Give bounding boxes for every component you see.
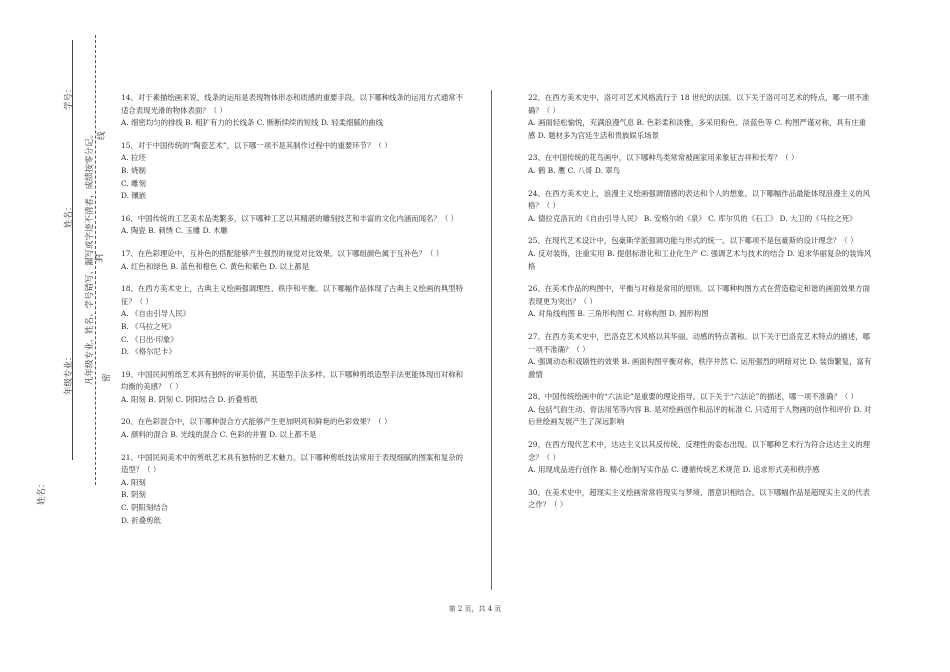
question-options: A. 反对装饰，注重实用 B. 提倡标准化和工业化生产 C. 强调艺术与技术的结合 D. 追求华丽复杂的装饰风格 — [528, 248, 872, 271]
option-c: C. 雕刻 — [121, 178, 146, 188]
question-17 — [121, 248, 466, 273]
question-stem: 14、对于素描绘画来说，线条的运用是表现物体形态和质感的重要手段。以下哪种线条的运用方式通常不适合表现光滑的物体表面？（ ） — [121, 93, 463, 115]
question-stem: 18、在西方美术史上，古典主义绘画强调理性、秩序和平衡。以下哪幅作品体现了古典主义绘画的典型特征？（ ） — [121, 284, 463, 306]
question-stem: 16、中国传统的工艺美术品类繁多，以下哪种工艺以其精湛的雕刻技艺和丰富的文化内涵而闻名？（ ） — [121, 213, 458, 223]
option-c: C. 《日出·印象》 — [121, 334, 178, 344]
question-24 — [528, 188, 873, 226]
question-stem: 30、在美术史中，超现实主义绘画常常将现实与梦境、潜意识相结合。以下哪幅作品是超现实主义的代表之作？（ ） — [528, 487, 870, 510]
question-stem: 29、在西方现代艺术中，达达主义以其反传统、反理性的姿态出现。以下哪种艺术行为符合达达主义的理念？（ ） — [528, 440, 870, 462]
question-stem: 24、在西方美术史上，浪漫主义绘画强调情感的表达和个人的想象。以下哪幅作品最能体现浪漫主义的风格？（ ） — [528, 188, 870, 211]
question-stem: 20、在色彩混合中，以下哪种混合方式能够产生更加明亮和鲜艳的色彩效果？（ ） — [121, 417, 392, 427]
question-options: A. 画面轻松愉悦，充满浪漫气息 B. 色彩柔和淡雅，多采用粉色、淡蓝色等 C. 构图严谨对称，具有庄重感 D. 题材多为宫廷生活和贵族娱乐场景 — [528, 118, 866, 140]
option-b: B. 《马拉之死》 — [121, 321, 176, 331]
question-stem: 19、中国民间剪纸艺术具有独特的审美价值，其造型手法多样。以下哪种剪纸造型手法更能体现出对称和均衡的美感？（ ） — [121, 369, 463, 392]
question-27 — [528, 331, 873, 381]
option-b: B. 阴刻 — [121, 490, 146, 500]
question-23 — [528, 152, 873, 177]
question-options: A. 红色和绿色 B. 蓝色和橙色 C. 黄色和紫色 D. 以上都是 — [121, 261, 310, 271]
question-stem: 26、在美术作品的构图中，平衡与对称是常用的原则。以下哪种构图方式在营造稳定和谐的画面效果方面表现更为突出？（ ） — [528, 284, 870, 306]
question-stem: 27、在西方美术史中，巴洛克艺术风格以其华丽、动感的特点著称。以下关于巴洛克艺术特点的描述，哪一项不准确？（ ） — [528, 331, 870, 354]
student-name-label: 姓名： — [64, 202, 74, 228]
question-options: A. 包括气韵生动、骨法用笔等内容 B. 是对绘画创作和品评的标准 C. 只适用于人物画的创作和评价 D. 对后世绘画发展产生了深远影响 — [528, 404, 872, 427]
question-21 — [121, 452, 466, 528]
question-16 — [121, 213, 466, 238]
option-a: A. 阳刻 — [121, 477, 146, 487]
option-d: D. 折叠剪纸 — [121, 515, 161, 525]
question-stem: 21、中国民间美术中的剪纸艺术具有独特的艺术魅力。以下哪种剪纸技法常用于表现细腻的图案和复杂的造型？（ ） — [121, 452, 463, 475]
question-stem: 22、在西方美术史中，洛可可艺术风格流行于 18 世纪的法国。以下关于洛可可艺术的特点，哪一项不准确？（ ） — [528, 93, 870, 115]
question-18 — [121, 283, 466, 359]
seal-mark-line: 线 — [97, 131, 107, 140]
question-options: A. 强调动态和戏剧性的效果 B. 画面构图平衡对称，秩序井然 C. 运用强烈的明暗对比 D. 装饰繁复，富有激情 — [528, 357, 872, 379]
question-column-right — [528, 92, 873, 522]
question-19 — [121, 369, 466, 407]
question-options: A. 阳刻 B. 阴刻 C. 阴阳结合 D. 折叠剪纸 — [121, 394, 258, 404]
seal-mark-seal: 封 — [95, 253, 105, 262]
question-28 — [528, 391, 873, 429]
question-14 — [121, 92, 466, 130]
question-stem: 17、在色彩理论中，互补色的搭配能够产生强烈的视觉对比效果。以下哪组颜色属于互补色？（ ） — [121, 248, 444, 258]
question-options: A. 鹤 B. 鹰 C. 八哥 D. 翠鸟 — [528, 165, 621, 175]
question-options: A. 颜料的混合 B. 光线的混合 C. 色彩的并置 D. 以上都不是 — [121, 430, 317, 440]
question-stem: 15、对于中国传统的“陶瓷艺术”，以下哪一项不是其制作过程中的重要环节？（ ） — [121, 140, 392, 150]
student-id-label: 学号： — [64, 84, 74, 110]
question-26 — [528, 283, 873, 321]
binding-margin — [0, 0, 110, 672]
question-25 — [528, 235, 873, 273]
option-b: B. 烧制 — [121, 165, 146, 175]
column-divider — [491, 90, 492, 590]
question-29 — [528, 439, 873, 477]
question-options: A. 陶瓷 B. 刺绣 C. 玉雕 D. 木雕 — [121, 226, 228, 236]
question-stem: 25、在现代艺术设计中，包豪斯学派强调功能与形式的统一。以下哪项不是包豪斯的设计理念？（ ） — [528, 236, 858, 246]
question-options: A. 德拉克洛瓦的《自由引导人民》 B. 安格尔的《泉》 C. 库尔贝的《石工》 D. 大卫的《马拉之死》 — [528, 213, 857, 223]
option-d: D. 镶嵌 — [121, 191, 147, 201]
seal-mark-dense: 密 — [102, 373, 112, 382]
option-d: D. 《格尔尼卡》 — [121, 347, 176, 357]
name-label: 姓名： — [37, 479, 47, 505]
question-options: A. 对角线构图 B. 三角形构图 C. 对称构图 D. 圆形构图 — [528, 309, 709, 319]
question-stem: 28、中国传统绘画中的“六法论”是重要的理论指导。以下关于“六法论”的描述，哪一项不准确？（ ） — [528, 392, 858, 402]
major-label: 年级专业： — [64, 352, 74, 395]
page-number: 第 2 页，共 4 页 — [448, 605, 502, 613]
question-20 — [121, 416, 466, 441]
option-c: C. 阴阳刻结合 — [121, 503, 169, 513]
question-options: A. 细密均匀的排线 B. 粗犷有力的长线条 C. 断断续续的短线 D. 轻柔细腻的曲线 — [121, 118, 383, 128]
question-30 — [528, 487, 873, 512]
question-22 — [528, 92, 873, 142]
question-15 — [121, 140, 466, 203]
question-column-left — [121, 92, 466, 537]
exam-instruction: 凡年级专业、姓名、学号错写、漏写或字迹不清者，成绩按零分记。 — [85, 129, 95, 385]
question-stem: 23、在中国传统的花鸟画中，以下哪种鸟类常常被画家用来象征吉祥和长寿？（ ） — [528, 153, 799, 163]
question-options: A. 用现成品进行创作 B. 精心绘制写实作品 C. 遵循传统艺术规范 D. 追求形式美和秩序感 — [528, 465, 820, 475]
option-a: A. 《自由引导人民》 — [121, 309, 191, 319]
option-a: A. 拉坯 — [121, 153, 146, 163]
